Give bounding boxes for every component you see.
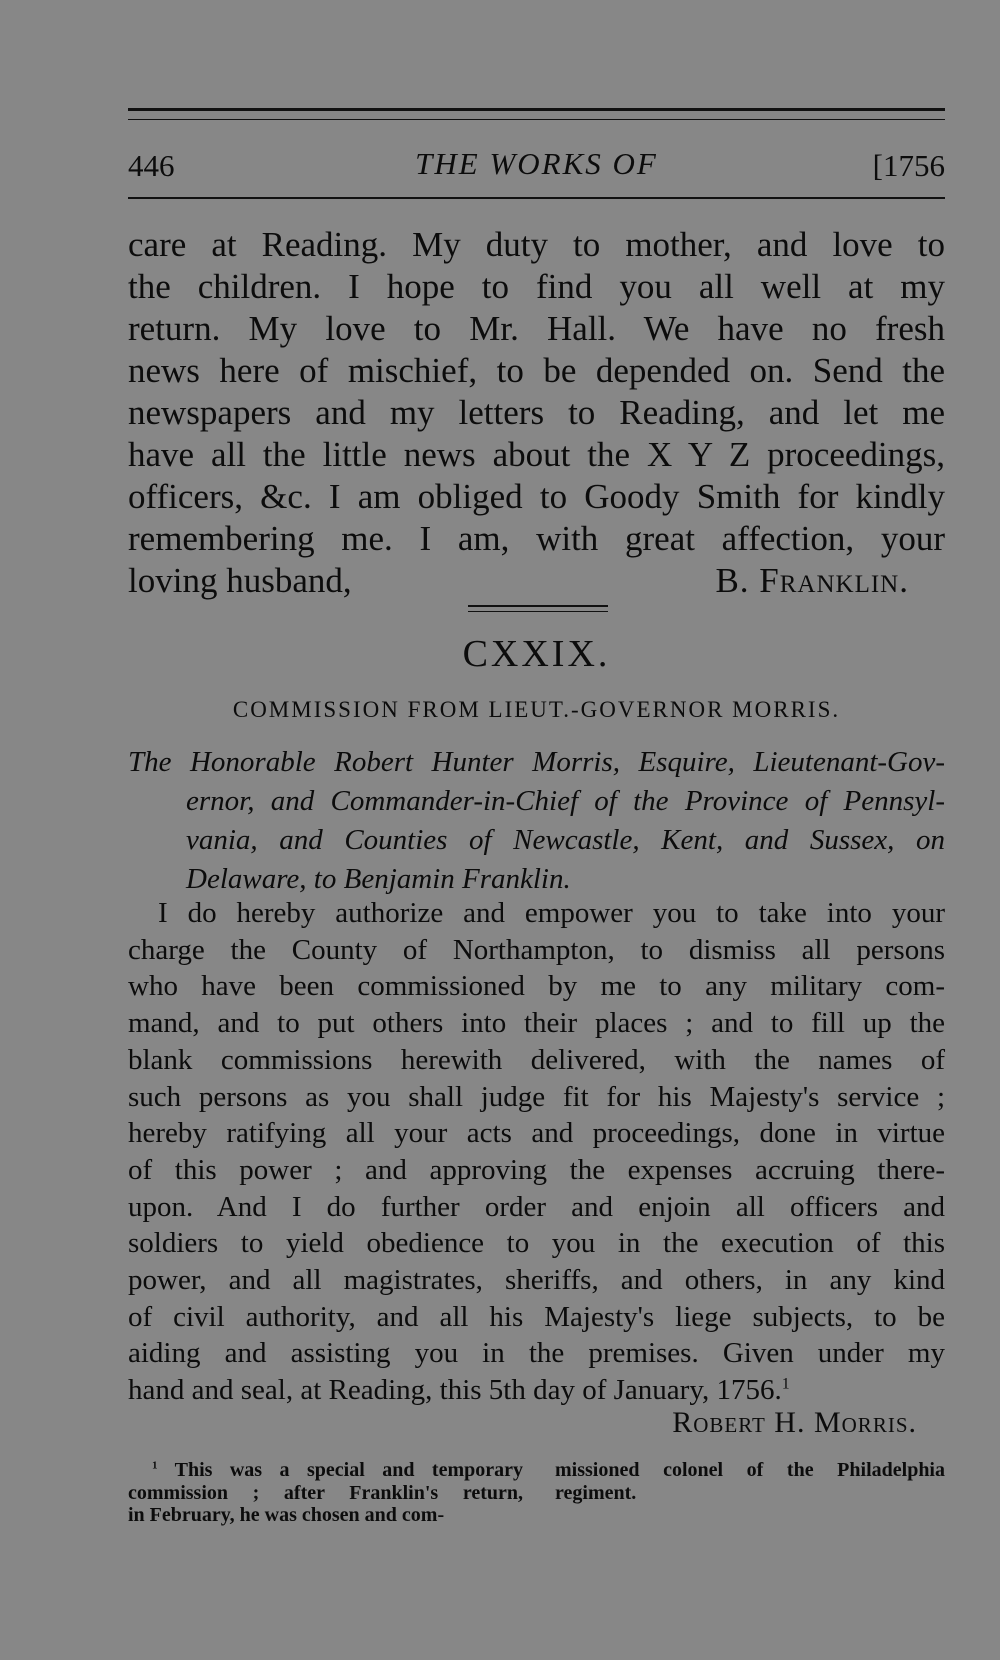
commission-body: [128, 895, 945, 1409]
footnote-text: This was a special and temporary: [174, 1459, 524, 1481]
address-line: Delaware, to Benjamin Franklin.: [186, 863, 571, 895]
text-line: have all the little news about the X Y Z proceedings,: [128, 435, 945, 474]
footnote-left-column: [128, 1459, 523, 1527]
footnote-reference[interactable]: 1: [781, 1375, 790, 1393]
page-number: 446: [128, 148, 175, 183]
text-line: remembering me. I am, with great affection, your: [128, 519, 945, 558]
letter-signature: B. Franklin.: [715, 561, 909, 600]
text-line: hereby ratifying all your acts and proceedings, done in virtue: [128, 1117, 945, 1150]
text-line: return. My love to Mr. Hall. We have no fresh: [128, 309, 945, 348]
footnote-right-column: [555, 1459, 945, 1504]
date-line: hand and seal, at Reading, this 5th day of January, 1756.: [128, 1374, 782, 1407]
top-double-rule: [128, 108, 945, 111]
text-line: I do hereby authorize and empower you to take into your: [158, 897, 945, 929]
running-title: THE WORKS OF: [415, 146, 658, 181]
footnote-line: [128, 1459, 523, 1482]
top-double-rule-thin: [128, 119, 945, 120]
footnote-line: regiment.: [555, 1481, 637, 1504]
text-line: news here of mischief, to be depended on. Send the: [128, 351, 945, 390]
text-line-closing: [128, 560, 945, 602]
section-numeral: CXXIX.: [462, 633, 611, 675]
footnote-marker: 1: [152, 1459, 158, 1472]
footnote-line: in February, he was chosen and com-: [128, 1504, 445, 1526]
header-year: [1756: [872, 148, 945, 183]
text-line: aiding and assisting you in the premises. Given under my: [128, 1337, 945, 1370]
text-line: soldiers to yield obedience to you in the execution of this: [128, 1227, 945, 1260]
text-line: newspapers and my letters to Reading, and let me: [128, 393, 945, 432]
book-page: [128, 0, 945, 1660]
header-rule: [128, 197, 945, 199]
text-line: mand, and to put others into their places ; and to fill up the: [128, 1007, 945, 1040]
commission-signer: Robert H. Morris.: [672, 1406, 917, 1439]
letter-closing-paragraph: [128, 224, 945, 602]
section-divider-thin: [468, 611, 608, 612]
footnote-line: commission ; after Franklin's return,: [128, 1481, 523, 1504]
footnote-line: missioned colonel of the Philadelphia: [555, 1459, 945, 1481]
text-line: blank commissions herewith delivered, with the names of: [128, 1043, 945, 1076]
text-line: upon. And I do further order and enjoin all officers and: [128, 1190, 945, 1223]
text-line: officers, &c. I am obliged to Goody Smith for kindly: [128, 477, 945, 516]
text-line: power, and all magistrates, sheriffs, and others, in any kind: [128, 1264, 945, 1297]
closing-salutation: loving husband,: [128, 561, 352, 600]
text-line: who have been commissioned by me to any military com-: [128, 970, 945, 1003]
text-line: of civil authority, and all his Majesty's liege subjects, to be: [128, 1300, 945, 1333]
text-line: charge the County of Northampton, to dismiss all persons: [128, 933, 945, 966]
text-line: care at Reading. My duty to mother, and love to: [128, 225, 945, 264]
text-line: the children. I hope to find you all well at my: [128, 267, 945, 306]
address-line: The Honorable Robert Hunter Morris, Esquire, Lieutenant-Gov-: [128, 746, 945, 778]
running-header: [128, 140, 945, 190]
section-subtitle: COMMISSION FROM LIEUT.-GOVERNOR MORRIS.: [232, 697, 841, 722]
text-line: such persons as you shall judge fit for his Majesty's service ;: [128, 1080, 945, 1113]
text-line: [128, 1372, 945, 1409]
address-line: ernor, and Commander-in-Chief of the Province of Pennsyl-: [186, 785, 945, 817]
address-line: vania, and Counties of Newcastle, Kent, and Sussex, on: [186, 824, 945, 856]
section-divider: [468, 605, 608, 607]
text-line: of this power ; and approving the expenses accruing there-: [128, 1153, 945, 1186]
commission-address: [128, 743, 945, 899]
